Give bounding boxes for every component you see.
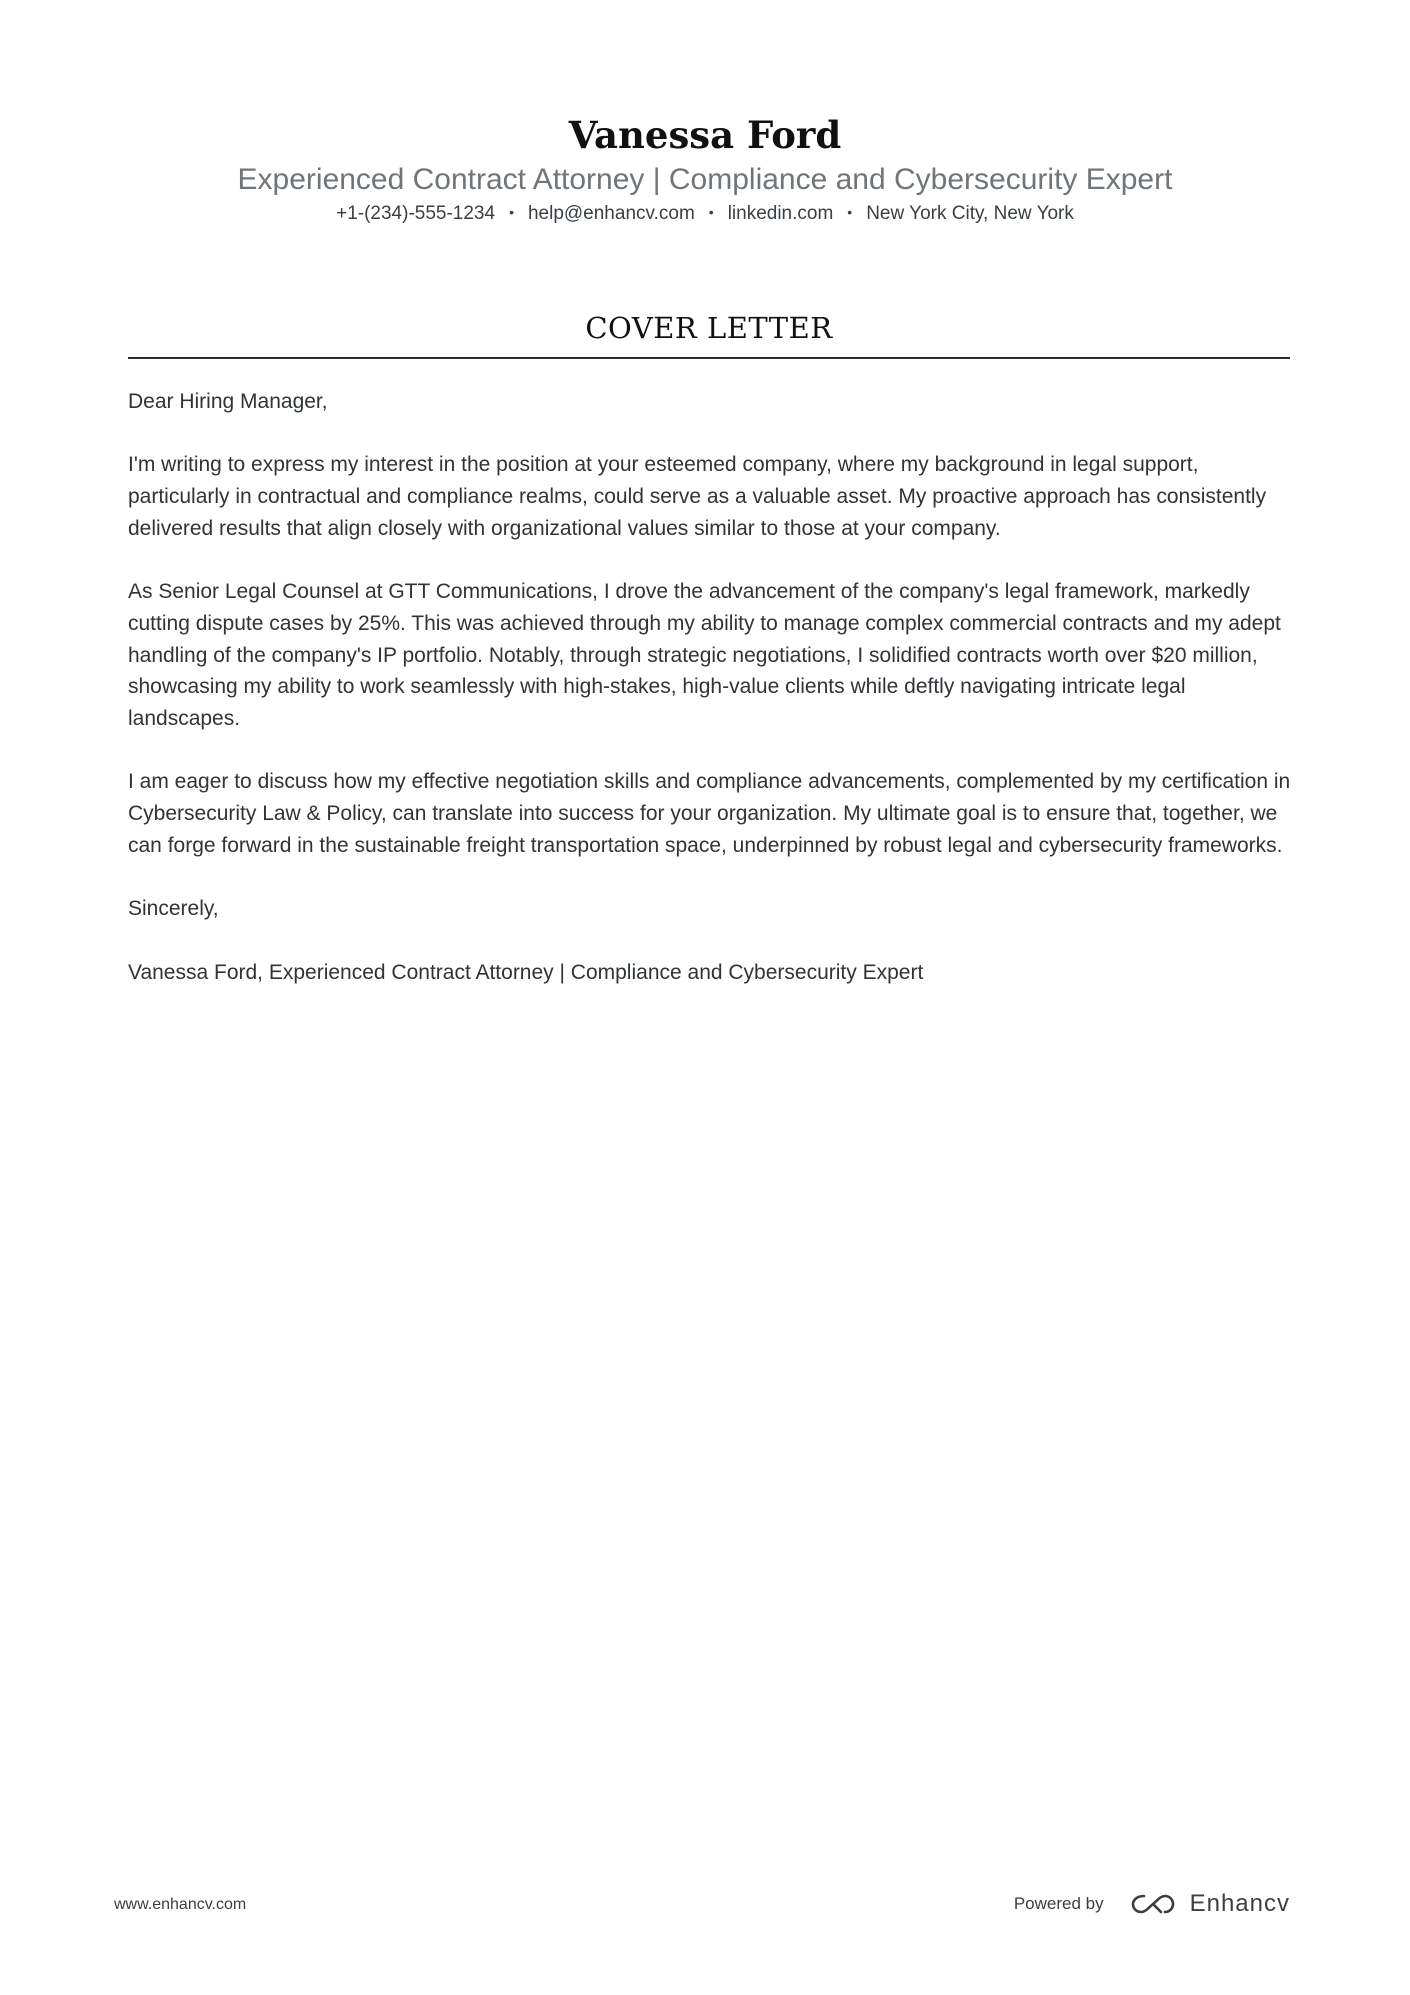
letter-paragraph: I am eager to discuss how my effective negotiation skills and compliance advancements, complemented by my certification in Cybersecurity Law & Policy, can translate into success for your organization. My ultimate goal is to ensure that, together, we can forge forward in the sustainable freight transportation space, underpinned by robust legal and cybersecurity frameworks. bbox=[128, 770, 1291, 857]
section-title: COVER LETTER bbox=[585, 311, 833, 345]
contact-separator: • bbox=[509, 204, 514, 220]
brand-name: Enhancv bbox=[1189, 1890, 1290, 1917]
contact-phone: +1-(234)-555-1234 bbox=[336, 203, 496, 224]
powered-by-label: Powered by bbox=[1013, 1894, 1104, 1913]
enhancv-logo-icon bbox=[1130, 1892, 1176, 1916]
footer-website[interactable]: www.enhancv.com bbox=[114, 1896, 247, 1913]
letter-greeting: Dear Hiring Manager, bbox=[128, 390, 328, 413]
candidate-headline: Experienced Contract Attorney | Compliance and Cybersecurity Expert bbox=[237, 163, 1173, 196]
letter-closing: Sincerely, bbox=[128, 897, 219, 921]
letter-paragraph: As Senior Legal Counsel at GTT Communications, I drove the advancement of the company's legal framework, markedly cutting dispute cases by 25%. This was achieved through my ability to manage complex commercial contracts and my adept handling of the company's IP portfolio. Notably, through strategic negotiations, I solidified contracts worth over $20 million, showcasing my ability to work seamlessly with high-stakes, high-value clients while deftly navigating intricate legal landscapes. bbox=[128, 580, 1281, 730]
letter-paragraph: I'm writing to express my interest in the position at your esteemed company, where my background in legal support, particularly in contractual and compliance realms, could serve as a valuable asset. My proactive approach has consistently delivered results that align closely with organizational values similar to those at your company. bbox=[128, 453, 1267, 540]
candidate-name: Vanessa Ford bbox=[568, 113, 842, 157]
letter-body bbox=[128, 386, 1298, 1020]
contact-line bbox=[0, 200, 1410, 226]
letter-signature: Vanessa Ford, Experienced Contract Attorney | Compliance and Cybersecurity Expert bbox=[128, 960, 924, 984]
contact-separator: • bbox=[847, 204, 853, 220]
contact-email[interactable]: help@enhancv.com bbox=[527, 203, 695, 224]
footer-branding[interactable] bbox=[1014, 1884, 1290, 1924]
section-divider bbox=[128, 357, 1290, 359]
contact-linkedin[interactable]: linkedin.com bbox=[727, 203, 834, 224]
letter-header bbox=[0, 112, 1410, 226]
contact-location: New York City, New York bbox=[866, 203, 1074, 224]
contact-separator: • bbox=[708, 204, 714, 220]
